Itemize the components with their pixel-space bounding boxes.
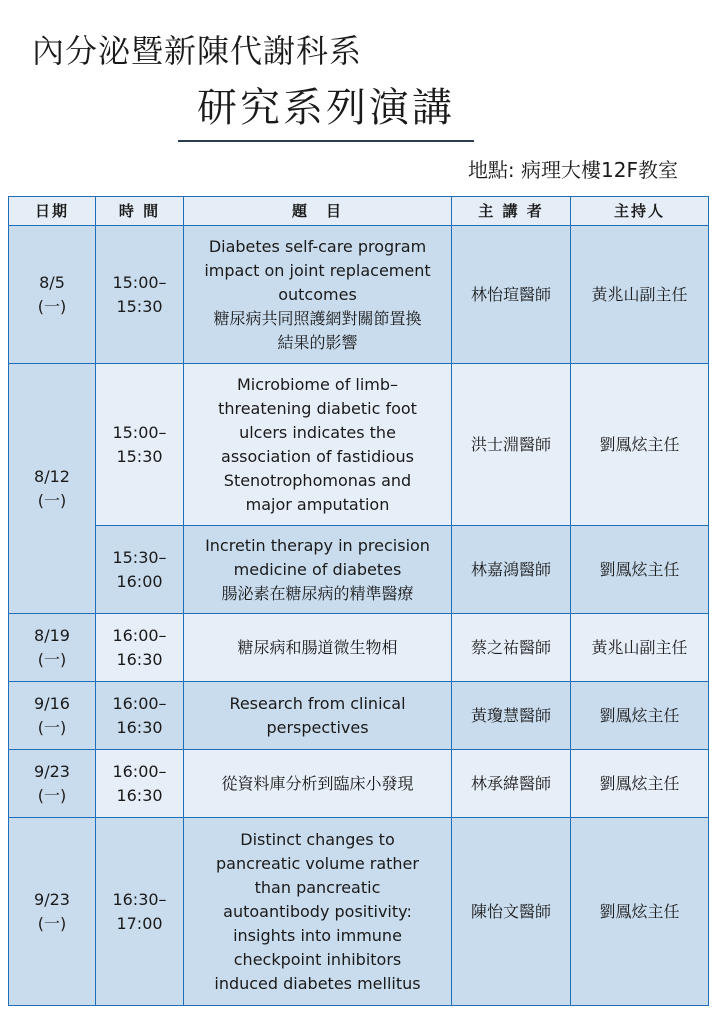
date-cell: 8/12 (一) bbox=[9, 364, 96, 614]
speaker-cell: 陳怡文醫師 bbox=[452, 818, 571, 1006]
time-cell: 16:00– 16:30 bbox=[96, 682, 184, 750]
time-cell: 16:00– 16:30 bbox=[96, 750, 184, 818]
time-cell: 15:00– 15:30 bbox=[96, 364, 184, 526]
topic-cell: Incretin therapy in precision medicine of diabetes 腸泌素在糖尿病的精準醫療 bbox=[184, 526, 452, 614]
time-cell: 16:00– 16:30 bbox=[96, 614, 184, 682]
date-cell: 8/5 (一) bbox=[9, 226, 96, 364]
schedule-table bbox=[8, 196, 709, 1006]
speaker-cell: 蔡之祐醫師 bbox=[452, 614, 571, 682]
table-row bbox=[9, 750, 709, 818]
header-topic: 題 目 bbox=[184, 197, 452, 226]
time-cell: 15:00– 15:30 bbox=[96, 226, 184, 364]
speaker-cell: 黃瓊慧醫師 bbox=[452, 682, 571, 750]
location-text: 地點: 病理大樓12F教室 bbox=[467, 158, 678, 182]
topic-cell: Diabetes self-care program impact on joint replacement outcomes 糖尿病共同照護網對關節置換 結果的影響 bbox=[184, 226, 452, 364]
table-row bbox=[9, 226, 709, 364]
header-time: 時 間 bbox=[96, 197, 184, 226]
title-underline bbox=[178, 140, 474, 142]
table-row bbox=[9, 614, 709, 682]
header-host: 主持人 bbox=[571, 197, 709, 226]
topic-cell: Research from clinical perspectives bbox=[184, 682, 452, 750]
time-cell: 15:30– 16:00 bbox=[96, 526, 184, 614]
topic-cell: Microbiome of limb– threatening diabetic foot ulcers indicates the association of fastidious Stenotrophomonas and major amputation bbox=[184, 364, 452, 526]
table-row bbox=[9, 526, 709, 614]
table-row bbox=[9, 364, 709, 526]
host-cell: 黃兆山副主任 bbox=[571, 614, 709, 682]
host-cell: 劉鳳炫主任 bbox=[571, 682, 709, 750]
speaker-cell: 林怡瑄醫師 bbox=[452, 226, 571, 364]
speaker-cell: 洪士淵醫師 bbox=[452, 364, 571, 526]
page-title: 研究系列演講 bbox=[197, 85, 455, 131]
time-cell: 16:30– 17:00 bbox=[96, 818, 184, 1006]
speaker-cell: 林承緯醫師 bbox=[452, 750, 571, 818]
host-cell: 黃兆山副主任 bbox=[571, 226, 709, 364]
title-block bbox=[178, 84, 474, 142]
topic-cell: 從資料庫分析到臨床小發現 bbox=[184, 750, 452, 818]
header-speaker: 主 講 者 bbox=[452, 197, 571, 226]
topic-cell: 糖尿病和腸道微生物相 bbox=[184, 614, 452, 682]
host-cell: 劉鳳炫主任 bbox=[571, 750, 709, 818]
date-cell: 9/23 (一) bbox=[9, 750, 96, 818]
date-cell: 8/19 (一) bbox=[9, 614, 96, 682]
speaker-cell: 林嘉鴻醫師 bbox=[452, 526, 571, 614]
table-row bbox=[9, 818, 709, 1006]
table-row bbox=[9, 682, 709, 750]
date-cell: 9/16 (一) bbox=[9, 682, 96, 750]
host-cell: 劉鳳炫主任 bbox=[571, 818, 709, 1006]
table-header-row bbox=[9, 197, 709, 226]
host-cell: 劉鳳炫主任 bbox=[571, 364, 709, 526]
host-cell: 劉鳳炫主任 bbox=[571, 526, 709, 614]
department-title: 內分泌暨新陳代謝科系 bbox=[32, 32, 363, 70]
topic-cell: Distinct changes to pancreatic volume rather than pancreatic autoantibody positivity: insights into immune checkpoint inhibitors induced diabetes mellitus bbox=[184, 818, 452, 1006]
header-date: 日期 bbox=[9, 197, 96, 226]
date-cell: 9/23 (一) bbox=[9, 818, 96, 1006]
